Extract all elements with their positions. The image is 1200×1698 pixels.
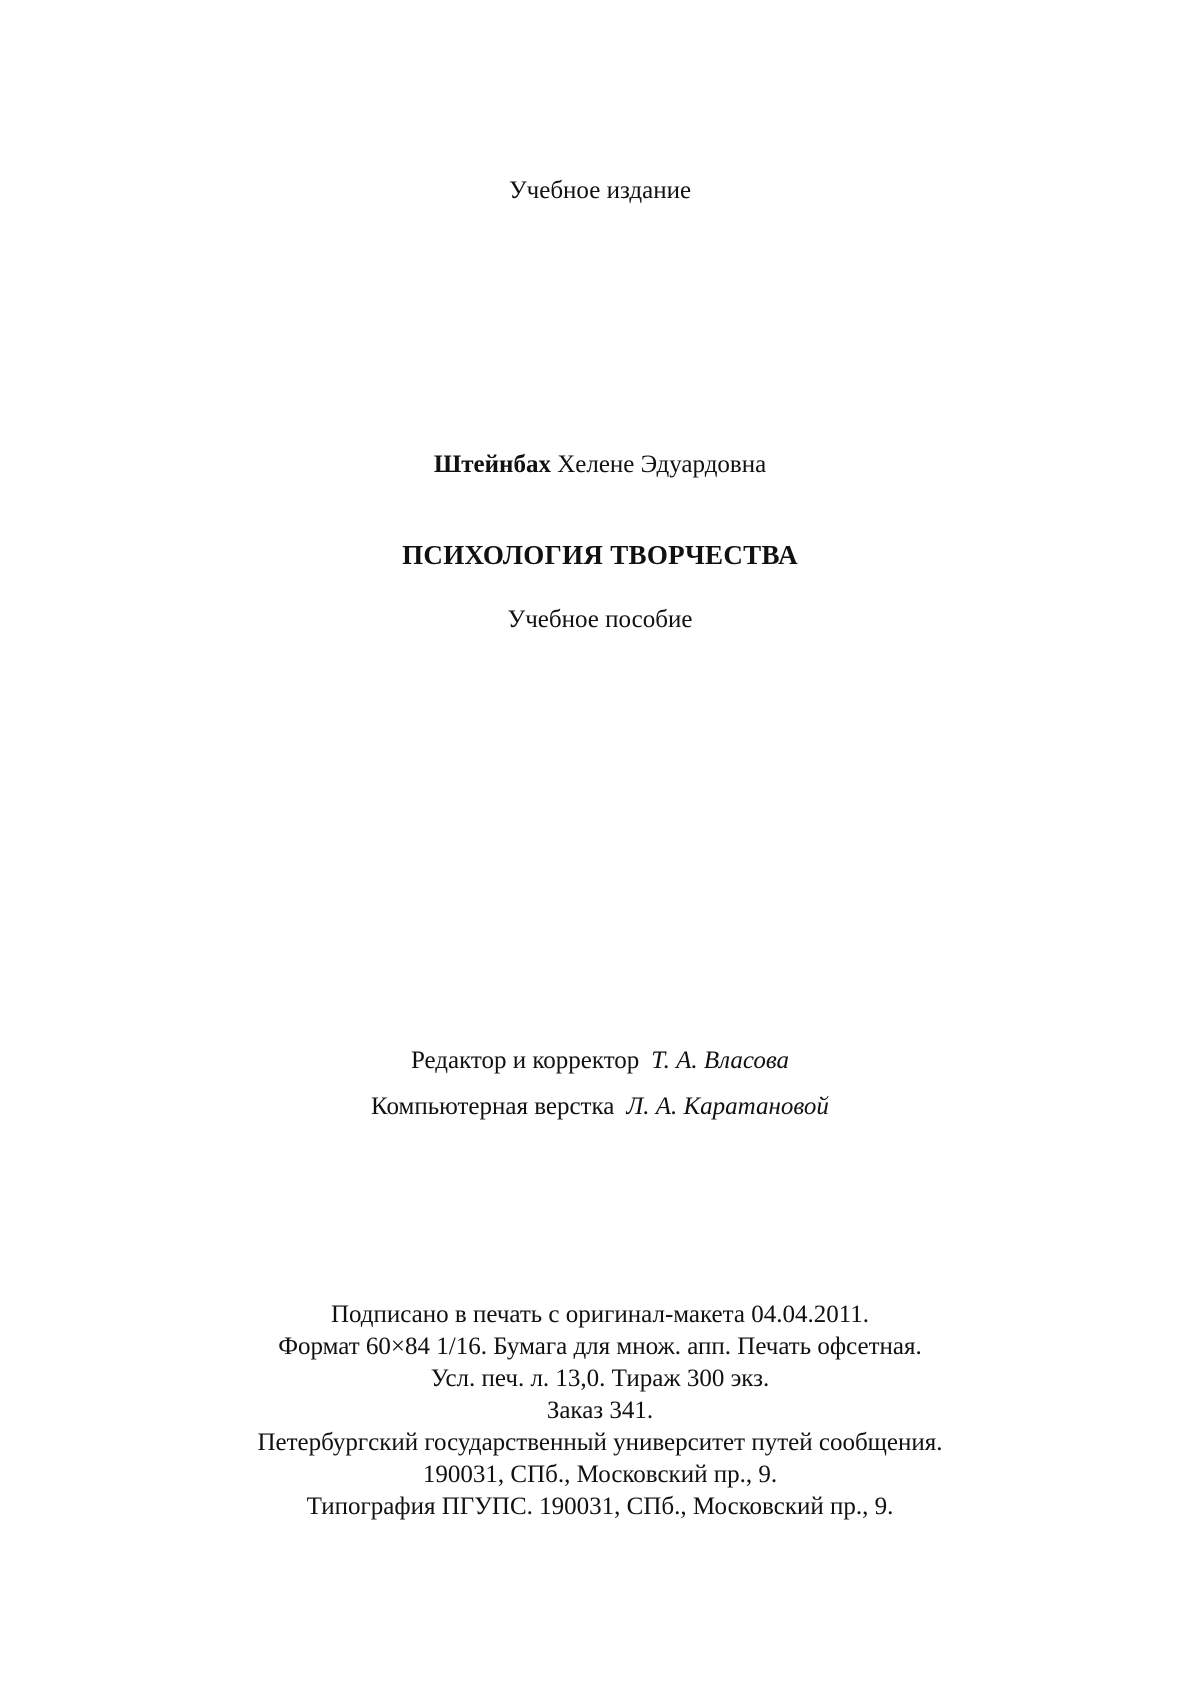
- author-line: [0, 450, 1200, 480]
- editor-name: Т. А. Власова: [651, 1047, 790, 1074]
- imprint-line: Петербургский государственный университет путей сообщения.: [257, 1429, 943, 1456]
- book-subtitle: Учебное пособие: [507, 606, 693, 633]
- imprint-line: 190031, СПб., Московский пр., 9.: [422, 1461, 778, 1488]
- imprint-line: Подписано в печать с оригинал-макета 04.04.2011.: [330, 1301, 870, 1328]
- imprint-line: Типография ПГУПС. 190031, СПб., Московский пр., 9.: [306, 1493, 894, 1520]
- author-surname: Штейнбах: [433, 451, 551, 478]
- imprint-block: [0, 1299, 1200, 1523]
- layout-label: Компьютерная верстка: [371, 1093, 615, 1120]
- imprint-line: Заказ 341.: [546, 1397, 654, 1424]
- editor-label: Редактор и корректор: [410, 1047, 640, 1074]
- author-given-names: Хелене Эдуардовна: [557, 451, 767, 478]
- book-title: ПСИХОЛОГИЯ ТВОРЧЕСТВА: [402, 540, 798, 570]
- edition-type: Учебное издание: [508, 177, 692, 204]
- imprint-line: Усл. печ. л. 13,0. Тираж 300 экз.: [430, 1365, 770, 1392]
- layout-name: Л. А. Каратановой: [626, 1093, 829, 1120]
- layout-credit: [0, 1092, 1200, 1122]
- editor-credit: [0, 1046, 1200, 1076]
- imprint-line: Формат 60×84 1/16. Бумага для множ. апп. Печать офсетная.: [278, 1333, 922, 1360]
